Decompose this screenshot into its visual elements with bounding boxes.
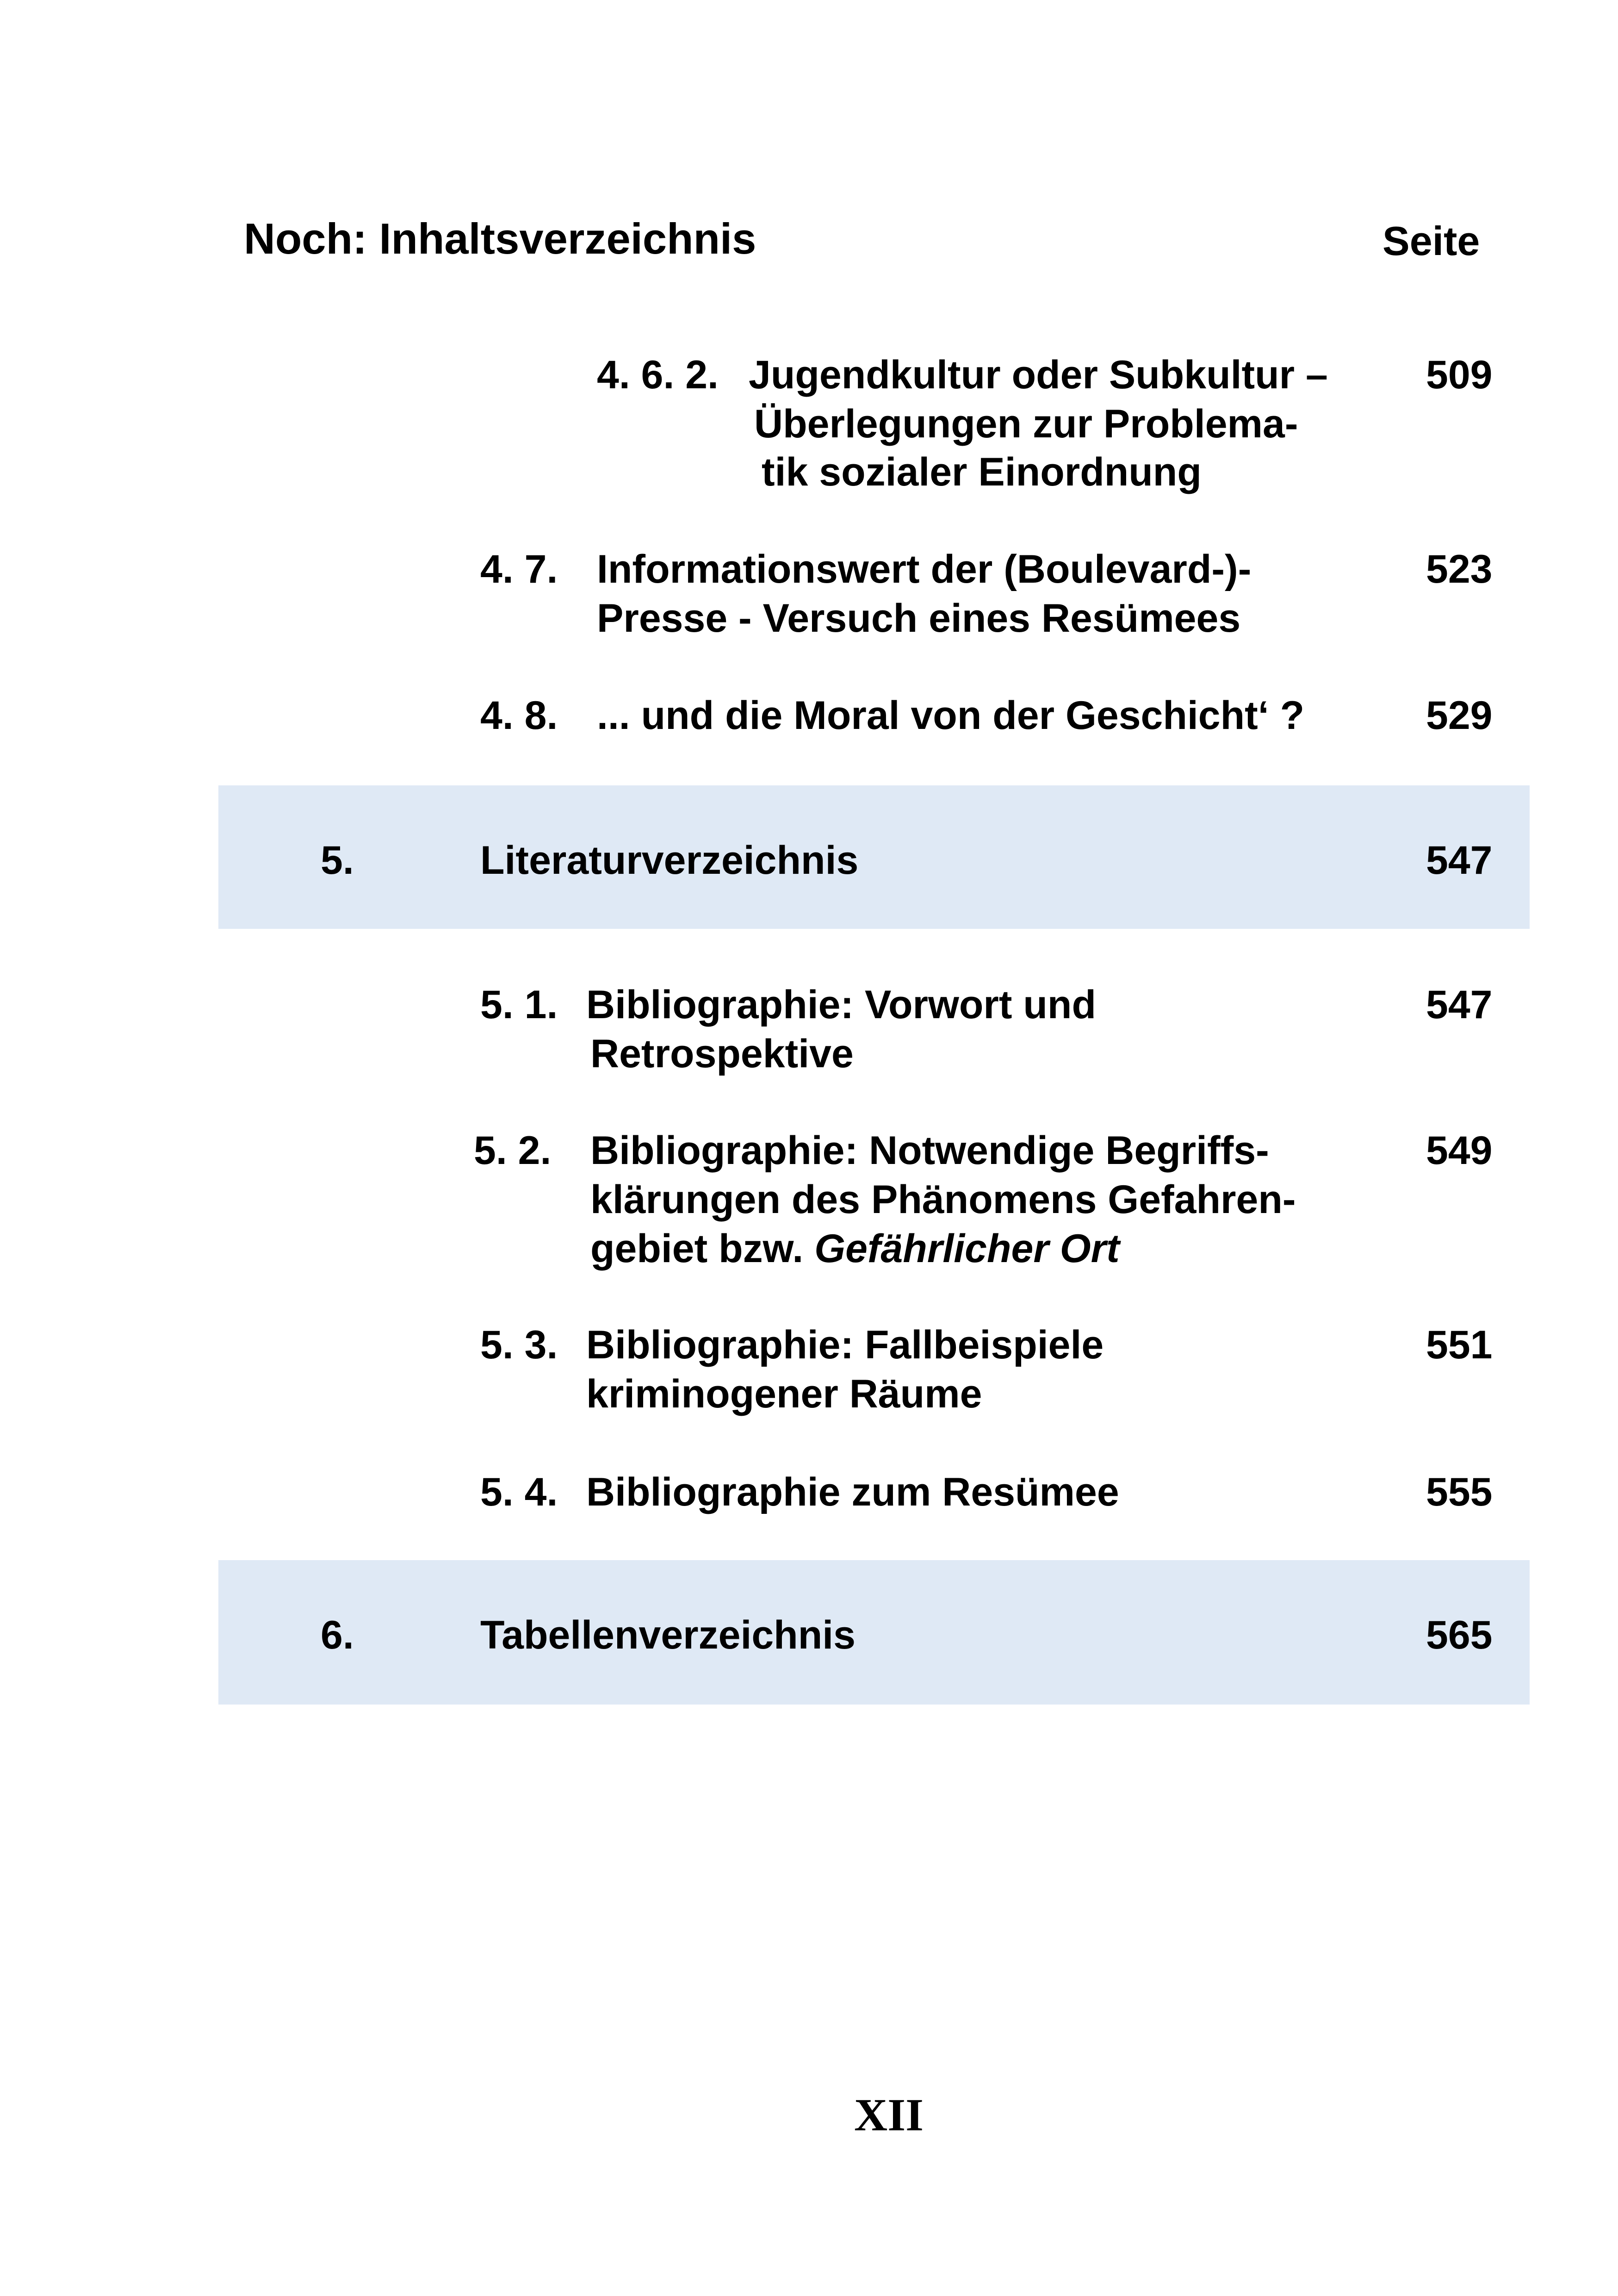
entry-title-line: Informationswert der (Boulevard-)- bbox=[597, 547, 1252, 591]
highlight-band-literaturverzeichnis bbox=[218, 785, 1530, 929]
entry-page-number: 555 bbox=[1426, 1470, 1493, 1514]
entry-title-line: Bibliographie: Fallbeispiele bbox=[586, 1323, 1104, 1367]
entry-page-number: 509 bbox=[1426, 353, 1493, 397]
entry-title-line bbox=[590, 1224, 1120, 1273]
entry-number: 4. 6. 2. bbox=[597, 353, 719, 397]
highlight-band-tabellenverzeichnis bbox=[218, 1560, 1530, 1705]
entry-number: 4. 8. bbox=[480, 693, 558, 738]
entry-number: 6. bbox=[321, 1613, 354, 1657]
entry-title-line: Überlegungen zur Problema- bbox=[754, 402, 1298, 446]
entry-page-number: 565 bbox=[1426, 1613, 1493, 1657]
entry-page-number: 547 bbox=[1426, 983, 1493, 1027]
entry-title-line: Tabellenverzeichnis bbox=[480, 1613, 855, 1657]
entry-title-line: Bibliographie: Vorwort und bbox=[586, 983, 1097, 1027]
entry-title-line: Retrospektive bbox=[590, 1032, 854, 1076]
entry-title-line: Presse - Versuch eines Resümees bbox=[597, 596, 1241, 641]
entry-title-line: Literaturverzeichnis bbox=[480, 838, 859, 883]
entry-page-number: 523 bbox=[1426, 547, 1493, 591]
page-column-label: Seite bbox=[1382, 218, 1480, 264]
entry-page-number: 529 bbox=[1426, 693, 1493, 738]
entry-title-italic: Gefährlicher Ort bbox=[814, 1226, 1120, 1271]
entry-page-number: 547 bbox=[1426, 838, 1493, 883]
entry-number: 5. 4. bbox=[480, 1470, 558, 1514]
entry-number: 5. 1. bbox=[480, 983, 558, 1027]
entry-title-line: Bibliographie zum Resümee bbox=[586, 1470, 1119, 1514]
entry-title-line: Jugendkultur oder Subkultur – bbox=[749, 353, 1328, 397]
entry-number: 4. 7. bbox=[480, 547, 558, 591]
entry-page-number: 549 bbox=[1426, 1128, 1493, 1173]
entry-title-line: tik sozialer Einordnung bbox=[762, 450, 1202, 494]
page-title: Noch: Inhaltsverzeichnis bbox=[244, 214, 756, 263]
entry-title-line: kriminogener Räume bbox=[586, 1372, 982, 1416]
entry-title-text: gebiet bzw. bbox=[590, 1226, 804, 1271]
entry-page-number: 551 bbox=[1426, 1323, 1493, 1367]
entry-number: 5. 2. bbox=[474, 1128, 552, 1173]
entry-number: 5. bbox=[321, 838, 354, 883]
entry-title-line: klärungen des Phänomens Gefahren- bbox=[590, 1177, 1296, 1222]
entry-title-line: ... und die Moral von der Geschicht‘ ? bbox=[597, 693, 1305, 738]
page-number-footer: XII bbox=[854, 2089, 924, 2140]
entry-number: 5. 3. bbox=[480, 1323, 558, 1367]
entry-title-line: Bibliographie: Notwendige Begriffs- bbox=[590, 1128, 1269, 1173]
